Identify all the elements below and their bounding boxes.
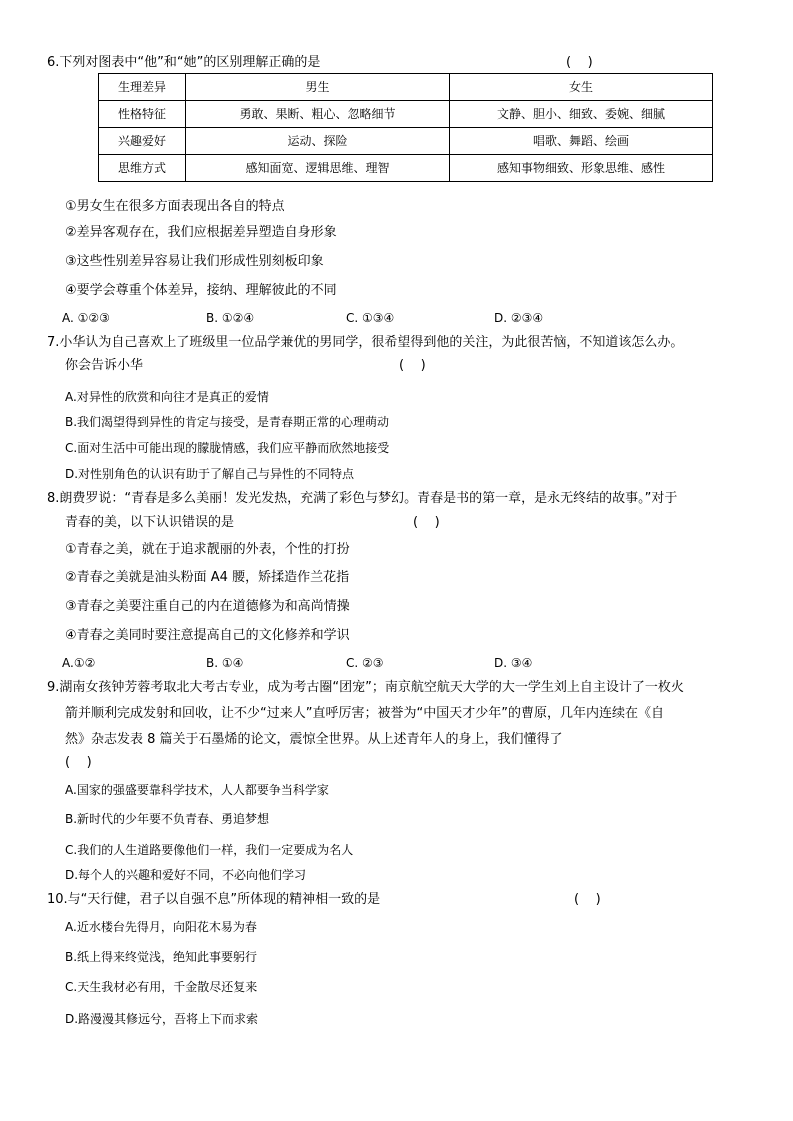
q10-answer-paren: ( ): [574, 892, 601, 907]
q8-item-4: ④青春之美同时要注意提高自己的文化修养和学识: [65, 628, 350, 643]
q7-option-a[interactable]: A.对异性的欣赏和向往才是真正的爱情: [65, 390, 269, 404]
q6-stem: 6.下列对图表中“他”和“她”的区别理解正确的是: [47, 55, 321, 70]
q9-option-c[interactable]: C.我们的人生道路要像他们一样，我们一定要成为名人: [65, 843, 354, 857]
table-cell: 性格特征: [99, 101, 186, 128]
q7-stem-line-2: 你会告诉小华: [65, 358, 144, 373]
q8-answer-paren: ( ): [413, 515, 440, 530]
option-a[interactable]: A. ①②③: [62, 311, 110, 325]
table-cell: 男生: [186, 74, 450, 101]
q9-stem-line-3: 然》杂志发表 8 篇关于石墨烯的论文，震惊全世界。从上述青年人的身上，我们懂得了: [65, 732, 563, 747]
q10-stem: 10.与“天行健，君子以自强不息”所体现的精神相一致的是: [47, 892, 381, 907]
q7-stem-line-1: 7.小华认为自己喜欢上了班级里一位品学兼优的男同学，很希望得到他的关注，为此很苦恼，不知道该怎么办。: [47, 335, 684, 350]
q7-option-d[interactable]: D.对性别角色的认识有助于了解自己与异性的不同特点: [65, 467, 355, 481]
table-cell: 运动、探险: [186, 128, 450, 155]
table-row: [99, 101, 713, 128]
q6-item-4: ④要学会尊重个体差异，接纳、理解彼此的不同: [65, 283, 337, 298]
q9-stem-line-1: 9.湖南女孩钟芳蓉考取北大考古专业，成为考古圈“团宠”；南京航空航天大学的大一学生刘上自主设计了一枚火: [47, 680, 684, 695]
table-cell: 文静、胆小、细致、委婉、细腻: [450, 101, 713, 128]
q10-option-a[interactable]: A.近水楼台先得月，向阳花木易为春: [65, 920, 257, 934]
gender-difference-table: [98, 73, 713, 182]
q9-option-a[interactable]: A.国家的强盛要靠科学技术，人人都要争当科学家: [65, 783, 329, 797]
q10-option-d[interactable]: D.路漫漫其修远兮，吾将上下而求索: [65, 1012, 259, 1026]
table-cell: 生理差异: [99, 74, 186, 101]
table-cell: 唱歌、舞蹈、绘画: [450, 128, 713, 155]
q8-item-1: ①青春之美，就在于追求靓丽的外表，个性的打扮: [65, 542, 350, 557]
q7-option-c[interactable]: C.面对生活中可能出现的朦胧情感，我们应平静而欣然地接受: [65, 441, 390, 455]
option-a[interactable]: A.①②: [62, 656, 96, 670]
table-cell: 勇敢、果断、粗心、忽略细节: [186, 101, 450, 128]
table-cell: 感知事物细致、形象思维、感性: [450, 155, 713, 182]
option-b[interactable]: B. ①④: [206, 656, 244, 670]
q8-item-2: ②青春之美就是油头粉面 A4 腰，矫揉造作兰花指: [65, 570, 350, 585]
q9-option-b[interactable]: B.新时代的少年要不负青春、勇追梦想: [65, 812, 270, 826]
table-cell: 女生: [450, 74, 713, 101]
q7-answer-paren: ( ): [399, 358, 426, 373]
table-header-row: [99, 74, 713, 101]
option-c[interactable]: C. ②③: [346, 656, 384, 670]
table-cell: 感知面宽、逻辑思维、理智: [186, 155, 450, 182]
q8-stem-line-1: 8.朗费罗说：“青春是多么美丽！发光发热，充满了彩色与梦幻。青春是书的第一章，是永无终结的故事。”对于: [47, 491, 678, 506]
table-cell: 思维方式: [99, 155, 186, 182]
option-d[interactable]: D. ③④: [494, 656, 533, 670]
q6-item-2: ②差异客观存在，我们应根据差异塑造自身形象: [65, 225, 337, 240]
q7-option-b[interactable]: B.我们渴望得到异性的肯定与接受，是青春期正常的心理萌动: [65, 415, 390, 429]
q10-option-b[interactable]: B.纸上得来终觉浅，绝知此事要躬行: [65, 950, 258, 964]
q8-stem-line-2: 青春的美，以下认识错误的是: [65, 515, 235, 530]
q8-item-3: ③青春之美要注重自己的内在道德修为和高尚情操: [65, 599, 350, 614]
table-cell: 兴趣爱好: [99, 128, 186, 155]
q9-stem-line-2: 箭并顺利完成发射和回收，让不少“过来人”直呼厉害；被誉为“中国天才少年”的曹原，几年内连续在《自: [65, 706, 664, 721]
option-b[interactable]: B. ①②④: [206, 311, 255, 325]
option-d[interactable]: D. ②③④: [494, 311, 544, 325]
q6-answer-paren: ( ): [566, 55, 593, 70]
q9-answer-paren: ( ): [65, 755, 92, 770]
q6-item-3: ③这些性别差异容易让我们形成性别刻板印象: [65, 254, 324, 269]
table-row: [99, 128, 713, 155]
q6-item-1: ①男女生在很多方面表现出各自的特点: [65, 199, 285, 214]
q10-option-c[interactable]: C.天生我材必有用，千金散尽还复来: [65, 980, 258, 994]
option-c[interactable]: C. ①③④: [346, 311, 395, 325]
table-row: [99, 155, 713, 182]
q9-option-d[interactable]: D.每个人的兴趣和爱好不同，不必向他们学习: [65, 868, 307, 882]
